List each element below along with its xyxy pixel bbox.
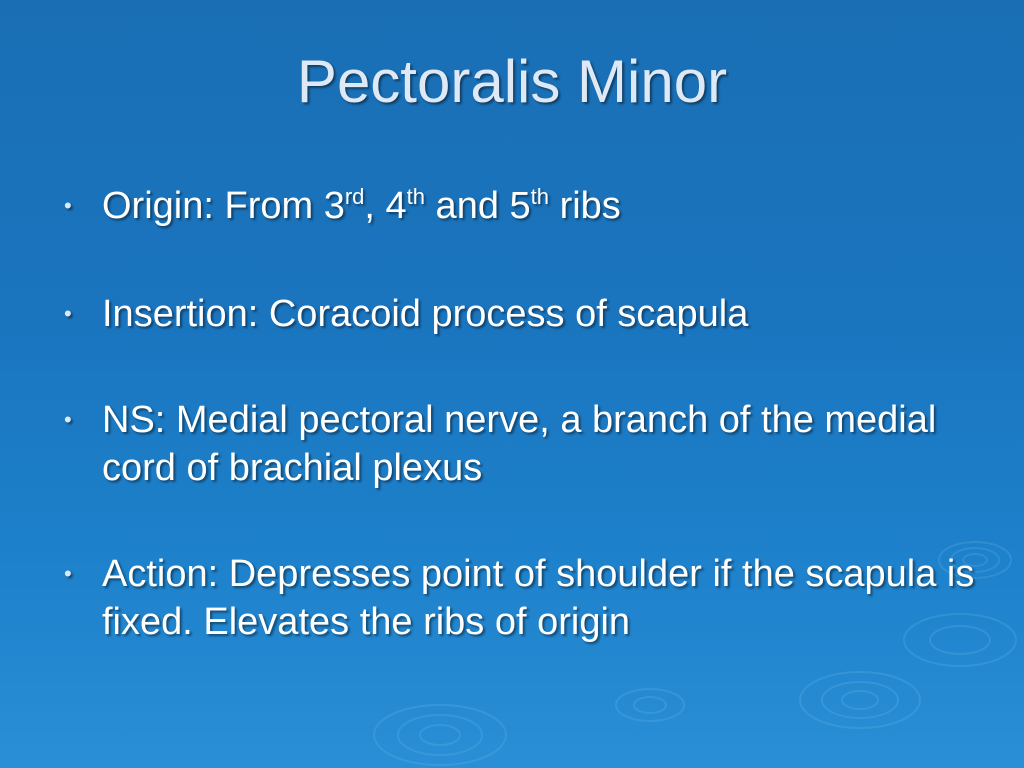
- origin-text-prefix: Origin: From 3: [102, 185, 345, 227]
- bullet-dot-icon: •: [64, 407, 72, 432]
- bullet-dot-icon: •: [64, 301, 72, 326]
- origin-superscript-rd: rd: [344, 184, 365, 209]
- insertion-text: Insertion: Coracoid process of scapula: [102, 293, 749, 335]
- nerve-supply-text: NS: Medial pectoral nerve, a branch of the medial cord of brachial plexus: [102, 399, 937, 489]
- origin-text-suffix: ribs: [549, 185, 621, 227]
- bullet-list: [58, 182, 978, 646]
- slide-title: Pectoralis Minor: [296, 48, 728, 115]
- bullet-dot-icon: •: [64, 193, 72, 218]
- origin-superscript-th-1: th: [406, 184, 425, 209]
- bullet-origin: [58, 182, 978, 230]
- action-text: Action: Depresses point of shoulder if the scapula is fixed. Elevates the ribs of origin: [102, 553, 975, 643]
- bullet-action: [58, 550, 978, 646]
- origin-superscript-th-2: th: [530, 184, 550, 209]
- origin-text-mid2: and 5: [425, 185, 531, 227]
- bullet-nerve-supply: [58, 396, 978, 492]
- origin-text-mid1: , 4: [364, 185, 407, 227]
- bullet-dot-icon: •: [64, 561, 72, 586]
- bullet-insertion: [58, 290, 978, 338]
